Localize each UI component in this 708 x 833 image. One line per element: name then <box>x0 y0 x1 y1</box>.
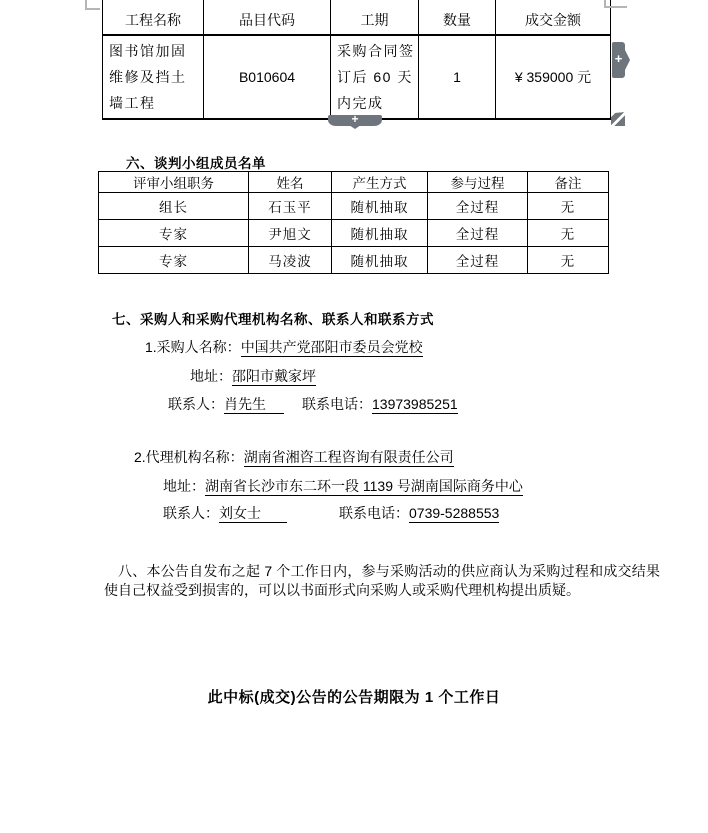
contract-table <box>102 0 611 120</box>
add-row-button[interactable] <box>328 112 382 126</box>
agency-address-value: 湖南省长沙市东二环一段 1139 号湖南国际商务中心 <box>205 478 523 494</box>
cell-role: 组长 <box>99 193 249 220</box>
agency-name-label: 2.代理机构名称： <box>134 449 244 465</box>
header-amount: 成交金额 <box>496 0 611 35</box>
table-corner-bracket-right <box>604 0 627 8</box>
cell-remark: 无 <box>528 193 609 220</box>
purchaser-contact-value: 肖先生 <box>224 396 284 414</box>
table-resize-handle[interactable] <box>611 112 625 126</box>
cell-quantity: 1 <box>419 35 496 119</box>
cell-selection-method: 随机抽取 <box>332 220 428 247</box>
committee-table <box>98 171 609 274</box>
purchaser-phone-label: 联系电话： <box>302 396 372 412</box>
header-selection-method: 产生方式 <box>332 172 428 193</box>
cell-selection-method: 随机抽取 <box>332 247 428 274</box>
table-row <box>99 247 609 274</box>
plus-icon: + <box>614 51 623 66</box>
agency-address-line <box>163 476 523 496</box>
purchaser-name-value: 中国共产党邵阳市委员会党校 <box>240 339 423 355</box>
cell-name: 尹旭文 <box>249 220 332 247</box>
agency-phone-value: 0739-5288553 <box>409 505 500 521</box>
cell-participation: 全过程 <box>428 220 528 247</box>
table-row <box>99 193 609 220</box>
header-item-code: 品目代码 <box>204 0 331 35</box>
purchaser-address-line <box>190 366 316 386</box>
committee-table-header-row <box>99 172 609 193</box>
announcement-period-notice: 此中标(成交)公告的公告期限为 1 个工作日 <box>207 689 501 706</box>
cell-amount: ¥ 359000 元 <box>496 35 611 119</box>
agency-contact-line <box>163 503 499 523</box>
table-row <box>99 220 609 247</box>
header-name: 姓名 <box>249 172 332 193</box>
cell-project-name: 图书馆加固维修及挡土墙工程 <box>103 35 204 119</box>
contract-table-data-row <box>103 35 611 119</box>
cell-name: 马凌波 <box>249 247 332 274</box>
cell-selection-method: 随机抽取 <box>332 193 428 220</box>
cell-remark: 无 <box>528 220 609 247</box>
section6-title: 六、谈判小组成员名单 <box>126 156 266 171</box>
cell-role: 专家 <box>99 220 249 247</box>
agency-contact-value: 刘女士 <box>219 505 287 523</box>
cell-remark: 无 <box>528 247 609 274</box>
section7-title: 七、采购人和采购代理机构名称、联系人和联系方式 <box>112 312 434 327</box>
cell-name: 石玉平 <box>249 193 332 220</box>
header-duration: 工期 <box>331 0 419 35</box>
cell-participation: 全过程 <box>428 193 528 220</box>
header-remark: 备注 <box>528 172 609 193</box>
purchaser-contact-label: 联系人： <box>168 396 224 412</box>
agency-phone-label: 联系电话： <box>339 505 409 521</box>
cell-item-code: B010604 <box>204 35 331 119</box>
header-participation: 参与过程 <box>428 172 528 193</box>
purchaser-contact-line <box>168 394 458 414</box>
header-project-name: 工程名称 <box>103 0 204 35</box>
cell-role: 专家 <box>99 247 249 274</box>
contract-table-header-row <box>103 0 611 35</box>
header-quantity: 数量 <box>419 0 496 35</box>
purchaser-address-value: 邵阳市戴家坪 <box>232 368 316 384</box>
cell-duration: 采购合同签订后 60 天内完成 <box>331 35 419 119</box>
cell-participation: 全过程 <box>428 247 528 274</box>
agency-contact-label: 联系人： <box>163 505 219 521</box>
add-column-button[interactable] <box>612 42 625 78</box>
agency-name-line <box>134 447 454 467</box>
purchaser-address-label: 地址： <box>190 368 232 384</box>
plus-icon: + <box>351 112 359 126</box>
purchaser-name-label: 1.采购人名称： <box>145 339 241 355</box>
table-corner-bracket-left <box>85 0 100 10</box>
purchaser-name-line <box>145 337 423 357</box>
agency-name-value: 湖南省湘咨工程咨询有限责任公司 <box>243 449 454 465</box>
header-role: 评审小组职务 <box>99 172 249 193</box>
section8-paragraph: 八、本公告自发布之起 7 个工作日内，参与采购活动的供应商认为采购过程和成交结果使自己权益受到损害的，可以以书面形式向采购人或采购代理机构提出质疑。 <box>104 563 660 598</box>
agency-address-label: 地址： <box>163 478 205 494</box>
purchaser-phone-value: 13973985251 <box>372 396 458 412</box>
